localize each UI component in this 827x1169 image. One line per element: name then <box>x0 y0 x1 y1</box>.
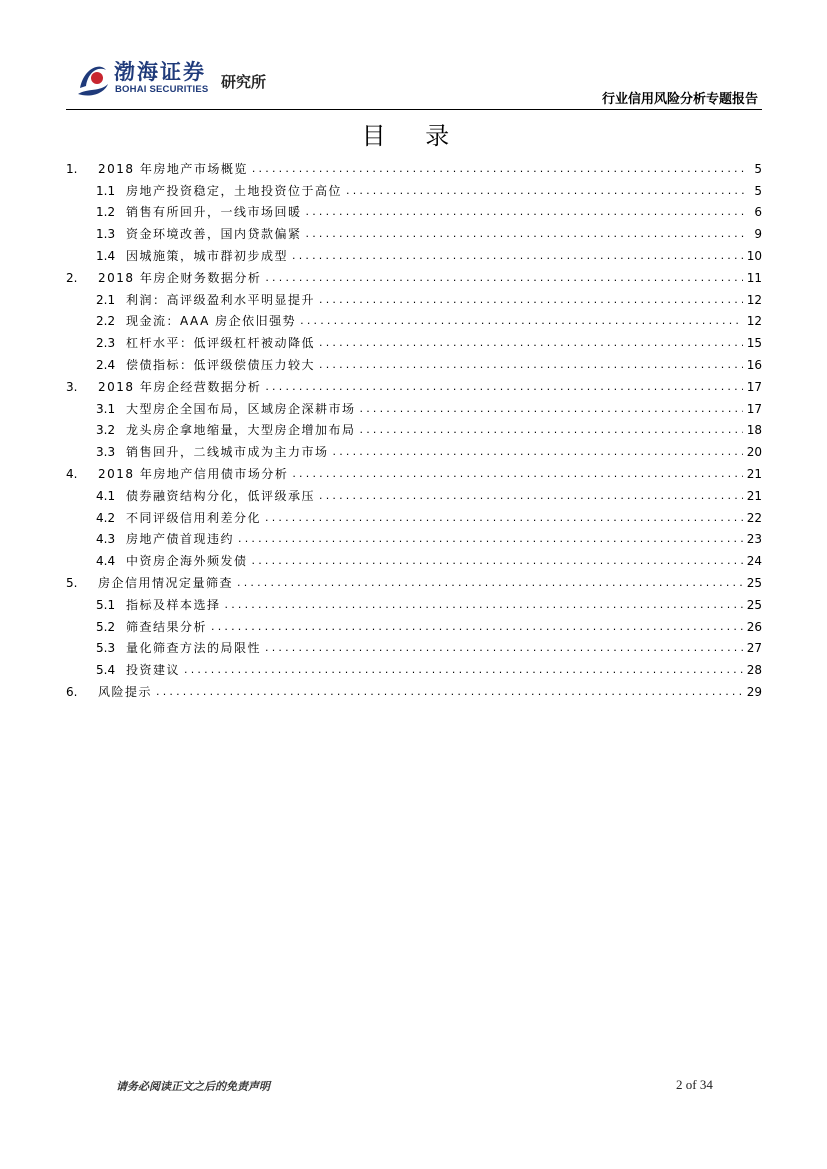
toc-entry-title: 2018 年房企财务数据分析 <box>98 270 262 285</box>
toc-entry-title: 不同评级信用利差分化 <box>126 510 262 525</box>
toc-entry-number: 5.2 <box>96 619 116 634</box>
toc-entry-page: 21 <box>746 466 762 481</box>
toc-entry-title: 大型房企全国布局，区域房企深耕市场 <box>126 401 356 416</box>
toc-dot-leader <box>306 227 746 241</box>
toc-entry-number: 2. <box>66 270 78 285</box>
toc-entry[interactable] <box>66 285 762 307</box>
toc-entry-title: 2018 年房地产信用债市场分析 <box>98 466 289 481</box>
toc-entry[interactable] <box>66 612 762 634</box>
toc-entry-page: 11 <box>746 270 762 285</box>
toc-entry-page: 23 <box>746 532 762 547</box>
toc-entry-number: 1.1 <box>96 183 116 198</box>
toc-entry-page: 9 <box>754 227 762 242</box>
toc-entry-title: 指标及样本选择 <box>126 597 221 612</box>
toc-entry[interactable] <box>66 241 762 263</box>
toc-entry-number: 1.2 <box>96 205 116 220</box>
toc-entry[interactable] <box>66 590 762 612</box>
toc-entry-number: 5.1 <box>96 597 116 612</box>
toc-heading: 目 录 <box>361 122 466 150</box>
toc-dot-leader <box>333 445 743 459</box>
toc-entry-number: 2.1 <box>96 292 116 307</box>
toc-entry-number: 1.3 <box>96 227 116 242</box>
toc-dot-leader <box>292 467 742 481</box>
toc-entry-title: 房地产投资稳定，土地投资位于高位 <box>126 183 343 198</box>
toc-entry-number: 5.3 <box>96 641 116 656</box>
toc-entry[interactable] <box>66 459 762 481</box>
toc-entry[interactable] <box>66 546 762 568</box>
toc-entry-number: 3.1 <box>96 401 116 416</box>
toc-entry-title: 房地产债首现违约 <box>126 532 235 547</box>
toc-entry[interactable] <box>66 677 762 699</box>
toc-entry-title: 利润：高评级盈利水平明显提升 <box>126 292 316 307</box>
toc-entry-number: 4.4 <box>96 554 116 569</box>
toc-entry-page: 26 <box>746 619 762 634</box>
table-of-contents <box>66 154 762 699</box>
toc-dot-leader <box>265 380 742 394</box>
report-type-title: 行业信用风险分析专题报告 <box>601 92 758 107</box>
toc-entry-page: 12 <box>746 292 762 307</box>
toc-entry-page: 5 <box>754 161 762 176</box>
toc-dot-leader <box>360 423 743 437</box>
toc-entry-page: 10 <box>746 248 762 263</box>
toc-dot-leader <box>265 271 742 285</box>
toc-entry-number: 2.4 <box>96 357 116 372</box>
toc-entry-page: 6 <box>754 205 762 220</box>
toc-entry-title: 房企信用情况定量筛查 <box>98 575 234 590</box>
toc-entry-page: 21 <box>746 488 762 503</box>
logo-institute: 研究所 <box>221 73 267 91</box>
toc-entry-page: 5 <box>754 183 762 198</box>
toc-entry[interactable] <box>66 481 762 503</box>
toc-entry-page: 12 <box>746 314 762 329</box>
toc-entry-number: 5.4 <box>96 663 116 678</box>
toc-entry-number: 2.2 <box>96 314 116 329</box>
toc-entry-number: 3.2 <box>96 423 116 438</box>
toc-entry-number: 3. <box>66 379 78 394</box>
toc-entry-title: 债券融资结构分化，低评级承压 <box>126 488 316 503</box>
toc-entry[interactable] <box>66 655 762 677</box>
toc-entry-number: 1. <box>66 161 78 176</box>
toc-entry[interactable] <box>66 154 762 176</box>
toc-entry-page: 20 <box>746 445 762 460</box>
toc-entry-number: 6. <box>66 684 78 699</box>
toc-entry-title: 因城施策，城市群初步成型 <box>126 248 289 263</box>
toc-dot-leader <box>225 598 743 612</box>
toc-entry-page: 27 <box>746 641 762 656</box>
toc-entry[interactable] <box>66 198 762 220</box>
toc-dot-leader <box>265 511 743 525</box>
toc-entry-page: 24 <box>746 554 762 569</box>
toc-dot-leader <box>252 162 746 176</box>
toc-entry-page: 15 <box>746 336 762 351</box>
toc-entry[interactable] <box>66 503 762 525</box>
toc-entry-page: 17 <box>746 401 762 416</box>
toc-entry-number: 5. <box>66 575 78 590</box>
toc-entry-page: 29 <box>746 684 762 699</box>
toc-entry-title: 筛查结果分析 <box>126 619 208 634</box>
toc-entry-title: 量化筛查方法的局限性 <box>126 641 262 656</box>
toc-entry-number: 4.3 <box>96 532 116 547</box>
toc-entry-title: 销售有所回升，一线市场回暖 <box>126 205 302 220</box>
toc-dot-leader <box>319 358 743 372</box>
bohai-wave-logo-icon <box>74 58 110 98</box>
toc-entry-page: 17 <box>746 379 762 394</box>
toc-entry-title: 2018 年房地产市场概览 <box>98 161 248 176</box>
footer-disclaimer: 请务必阅读正文之后的免责声明 <box>116 1080 270 1093</box>
toc-entry-page: 25 <box>746 597 762 612</box>
toc-entry-page: 22 <box>746 510 762 525</box>
footer-page-number: 2 of 34 <box>676 1077 713 1092</box>
logo-english-name: BOHAI SECURITIES <box>115 84 209 95</box>
toc-dot-leader <box>346 184 746 198</box>
toc-entry-title: 偿债指标：低评级偿债压力较大 <box>126 357 316 372</box>
toc-entry[interactable] <box>66 263 762 285</box>
toc-dot-leader <box>184 663 743 677</box>
toc-entry-number: 4.1 <box>96 488 116 503</box>
toc-entry[interactable] <box>66 219 762 241</box>
toc-dot-leader <box>319 293 743 307</box>
toc-dot-leader <box>292 249 743 263</box>
toc-dot-leader <box>300 314 743 328</box>
toc-entry[interactable] <box>66 394 762 416</box>
toc-entry-title: 龙头房企拿地缩量，大型房企增加布局 <box>126 423 356 438</box>
toc-entry-title: 销售回升，二线城市成为主力市场 <box>126 445 329 460</box>
toc-entry-page: 25 <box>746 575 762 590</box>
toc-entry-page: 18 <box>746 423 762 438</box>
toc-entry[interactable] <box>66 176 762 198</box>
toc-dot-leader <box>319 489 743 503</box>
toc-entry-title: 杠杆水平：低评级杠杆被动降低 <box>126 336 316 351</box>
toc-dot-leader <box>237 576 743 590</box>
toc-dot-leader <box>360 402 743 416</box>
toc-entry-page: 28 <box>746 663 762 678</box>
page-header <box>66 50 762 110</box>
toc-entry-number: 1.4 <box>96 248 116 263</box>
toc-entry[interactable] <box>66 634 762 656</box>
toc-dot-leader <box>252 554 743 568</box>
toc-entry-title: 投资建议 <box>126 663 181 678</box>
toc-dot-leader <box>156 685 743 699</box>
toc-dot-leader <box>238 532 743 546</box>
toc-entry-title: 风险提示 <box>98 684 153 699</box>
toc-entry[interactable] <box>66 372 762 394</box>
toc-entry-page: 16 <box>746 357 762 372</box>
toc-entry[interactable] <box>66 525 762 547</box>
toc-dot-leader <box>265 641 743 655</box>
toc-entry-title: 中资房企海外频发债 <box>126 554 248 569</box>
toc-entry[interactable] <box>66 350 762 372</box>
toc-entry-number: 4.2 <box>96 510 116 525</box>
header-divider <box>66 109 762 110</box>
toc-entry[interactable] <box>66 307 762 329</box>
toc-entry[interactable] <box>66 328 762 350</box>
toc-entry[interactable] <box>66 416 762 438</box>
toc-dot-leader <box>211 620 743 634</box>
toc-entry-title: 2018 年房企经营数据分析 <box>98 379 262 394</box>
toc-entry-number: 4. <box>66 466 78 481</box>
toc-dot-leader <box>306 205 746 219</box>
toc-entry-number: 2.3 <box>96 336 116 351</box>
toc-entry-number: 3.3 <box>96 445 116 460</box>
toc-dot-leader <box>319 336 743 350</box>
toc-entry[interactable] <box>66 568 762 590</box>
logo-chinese-name: 渤海证券 <box>114 59 206 84</box>
toc-entry-title: 资金环境改善，国内贷款偏紧 <box>126 227 302 242</box>
toc-entry-title: 现金流：AAA 房企依旧强势 <box>126 314 297 329</box>
toc-entry[interactable] <box>66 437 762 459</box>
